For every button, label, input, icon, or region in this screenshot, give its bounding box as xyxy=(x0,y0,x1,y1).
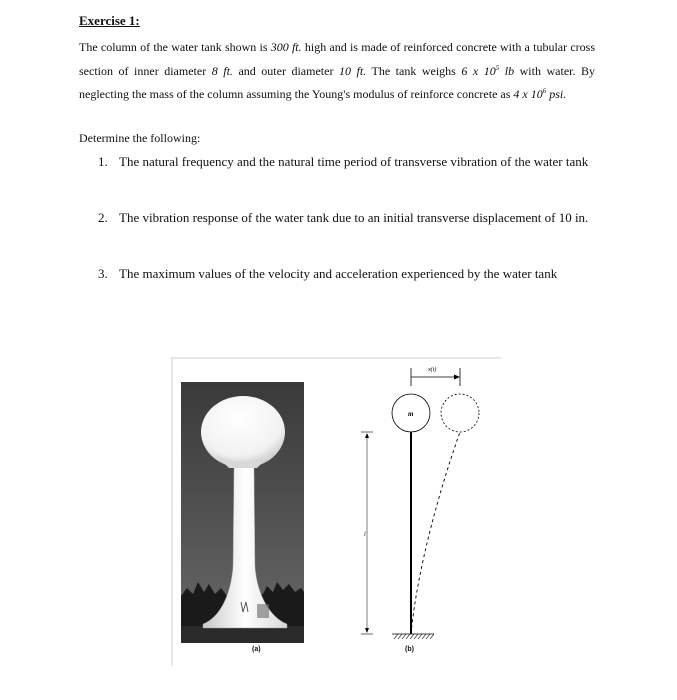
problem-statement: The column of the water tank shown is 300 ft. high and is made of reinforced concrete with a tubular cross section of inner diameter 8 ft. and outer diameter 10 ft. The tank weighs 6 x $10^5$ lb with water. By neglecting the mass of the column assuming the Young's modulus of reinforce concrete as 4 x $10^6$ psi. xyxy=(79,40,596,101)
height-label: l xyxy=(364,532,366,538)
outer-diameter: 10 ft. xyxy=(338,63,367,78)
schematic-diagram xyxy=(361,366,479,639)
list-item xyxy=(98,150,588,174)
determine-label: Determine the following: xyxy=(79,131,201,145)
inner-diameter: 8 ft. xyxy=(211,63,233,78)
water-tower-photo xyxy=(181,382,304,643)
question-text: The vibration response of the water tank due to an initial transverse displacement of 10 in. xyxy=(119,210,589,225)
question-number: 2. xyxy=(98,210,108,225)
caption-b: (b) xyxy=(405,646,414,653)
exercise-title: Exercise 1: xyxy=(79,13,140,28)
question-number: 3. xyxy=(98,266,108,281)
youngs-modulus: 4 x $10^6$ psi. xyxy=(513,87,567,101)
question-text: The maximum values of the velocity and acceleration experienced by the water tank xyxy=(119,266,558,281)
caption-a: (a) xyxy=(252,646,261,653)
column-height: 300 ft. xyxy=(270,40,302,54)
mass-label: m xyxy=(408,410,414,418)
tank-weight: 6 x $10^5$ lb xyxy=(461,63,515,78)
displacement-label: x(t) xyxy=(428,367,437,373)
figure-drawing xyxy=(171,356,501,666)
list-item xyxy=(98,262,557,286)
question-number: 1. xyxy=(98,154,108,169)
question-text: The natural frequency and the natural time period of transverse vibration of the water tank xyxy=(119,154,589,169)
list-item xyxy=(98,206,588,230)
water-tank-figure xyxy=(171,356,501,666)
